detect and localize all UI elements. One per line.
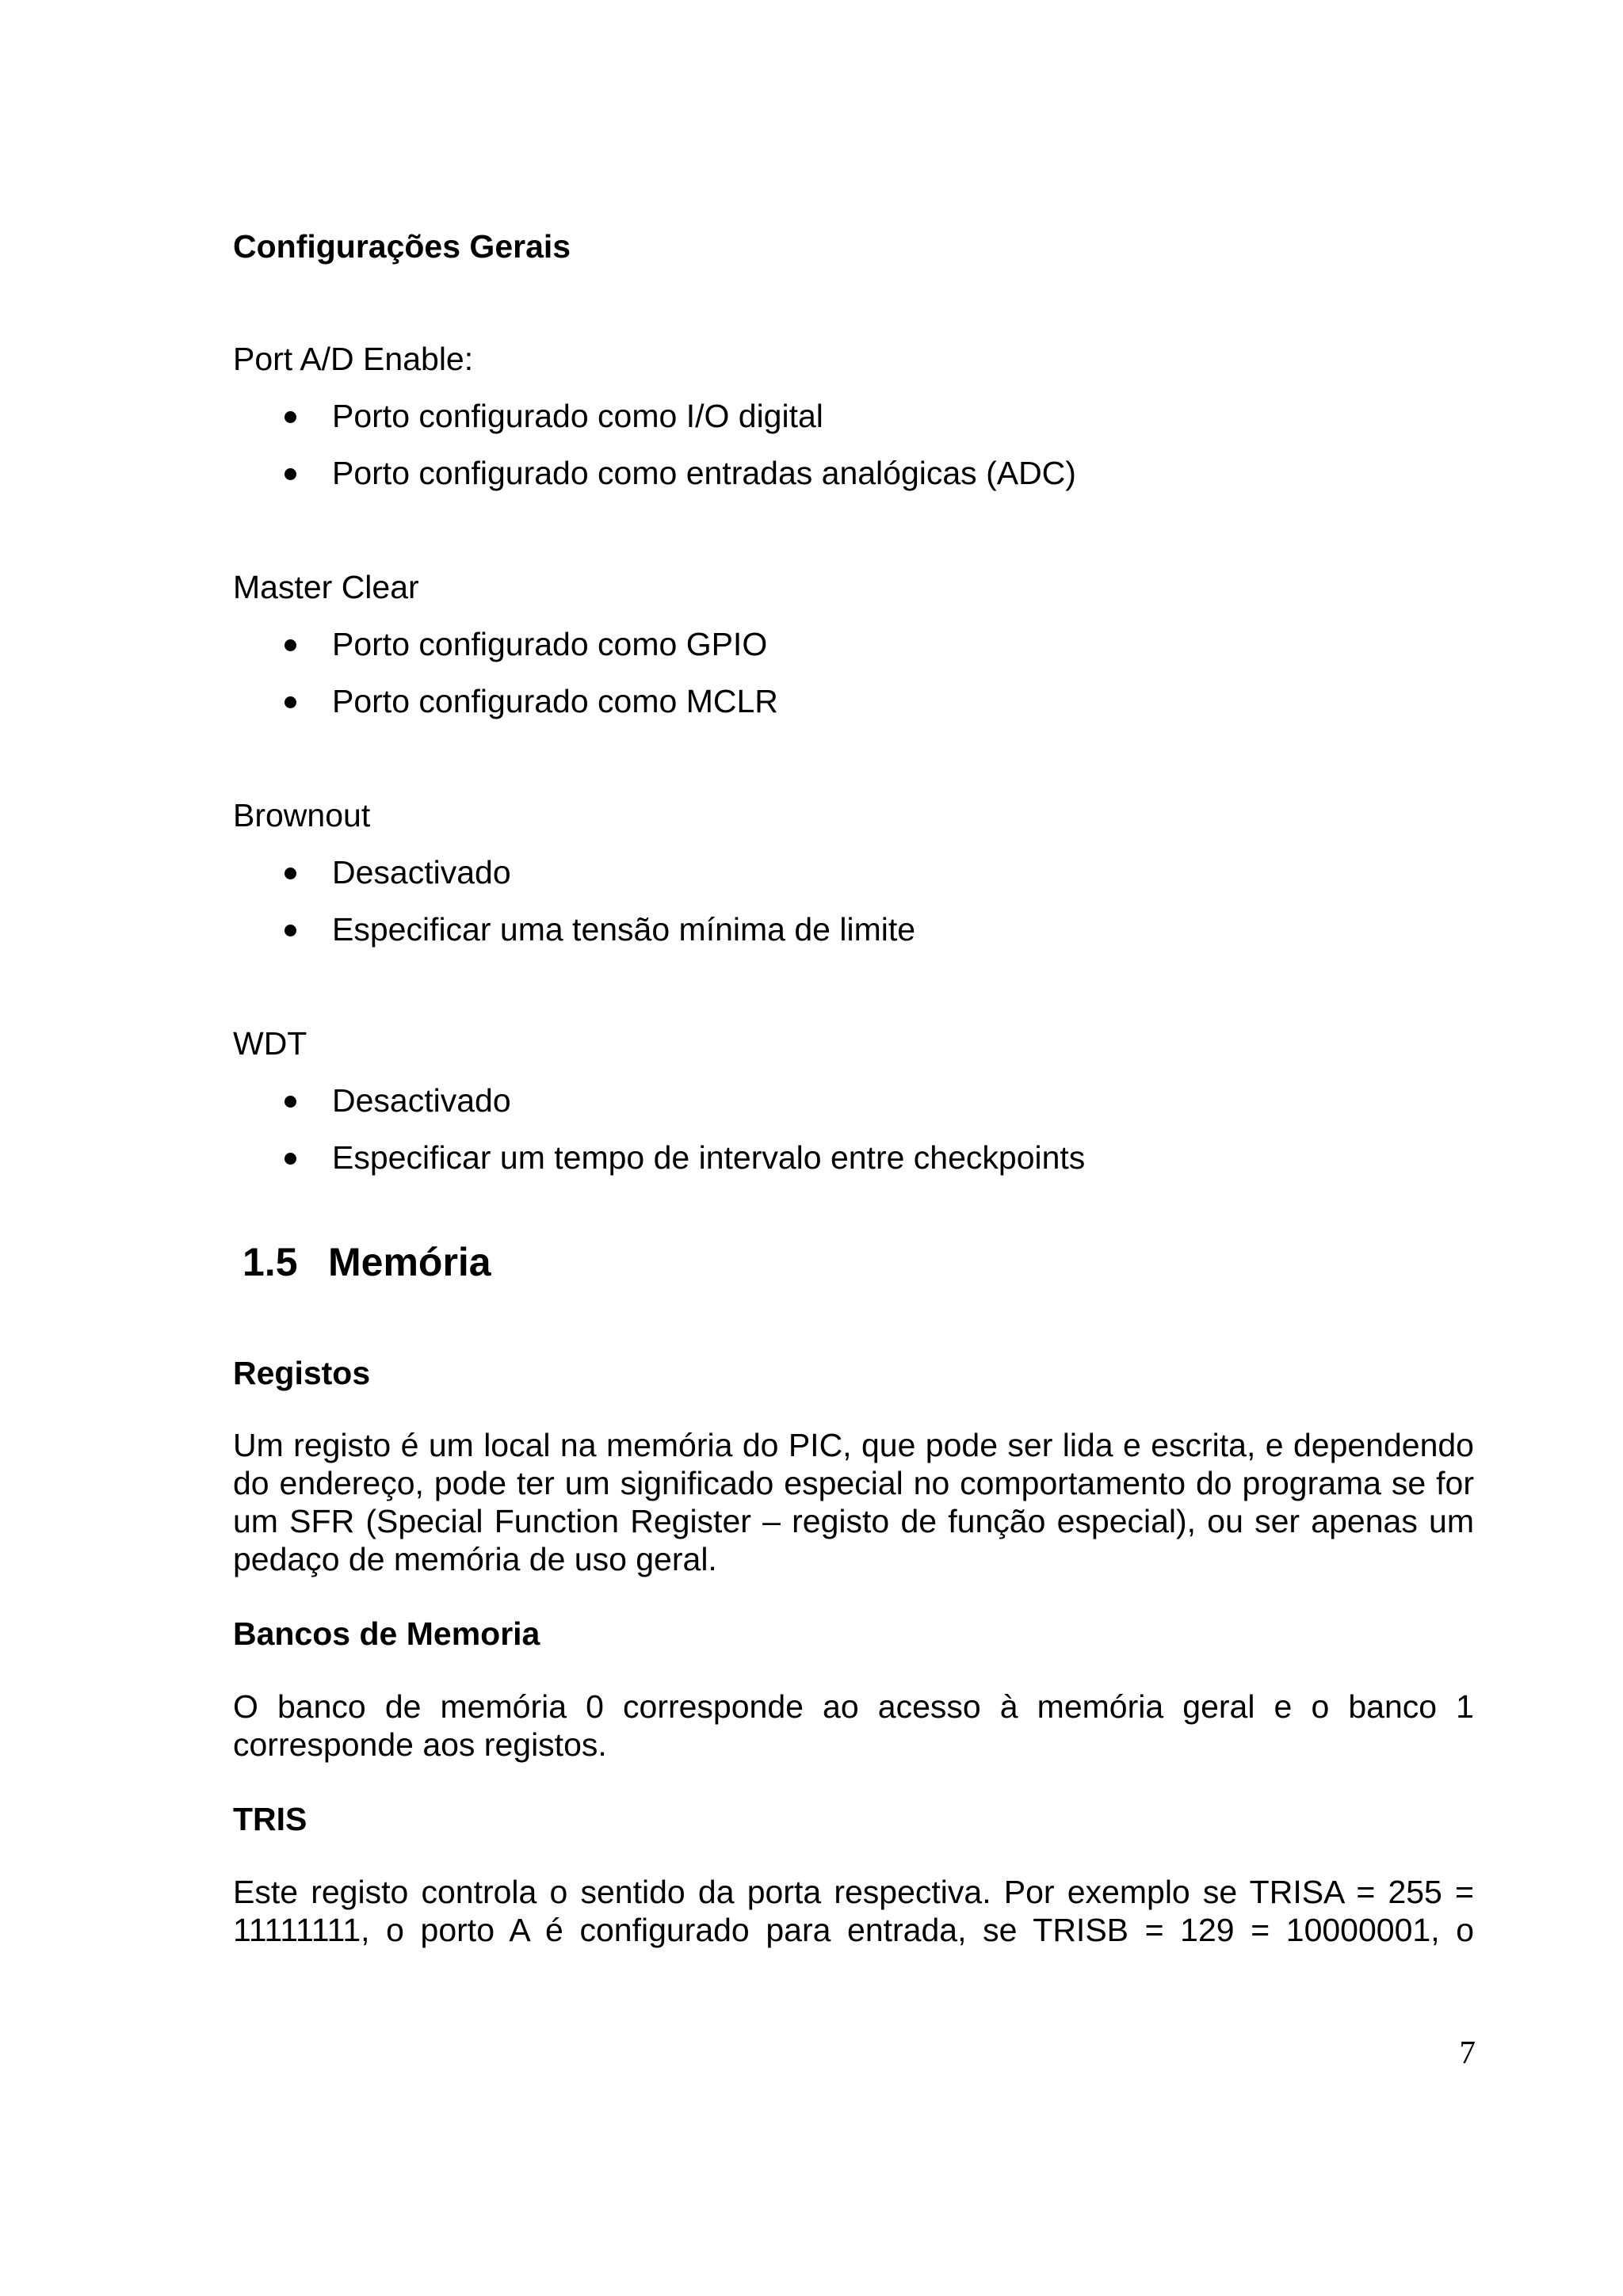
bullet-item: Especificar uma tensão mínima de limite	[233, 910, 1474, 948]
bullet-item: Desactivado	[233, 1081, 1474, 1119]
memory-banks-heading: Bancos de Memoria	[233, 1615, 540, 1652]
group-label-wdt: WDT	[233, 1025, 307, 1062]
bullet-item: Porto configurado como MCLR	[233, 682, 1474, 720]
section-title	[242, 1238, 1474, 1286]
section-number: 1.5	[242, 1240, 298, 1284]
bullet-item: Porto configurado como entradas analógicas (ADC)	[233, 454, 1474, 492]
tris-paragraph: Este registo controla o sentido da porta respectiva. Por exemplo se TRISA = 255 = 11111111, o porto A é configurado para entrada, se TRISB = 129 = 10000001, o	[233, 1874, 1474, 1948]
group-label-master-clear: Master Clear	[233, 569, 419, 605]
bullet-item: Porto configurado como GPIO	[233, 625, 1474, 663]
bullet-list-port-ad	[233, 397, 1474, 492]
section-title-text: Memória	[328, 1240, 491, 1284]
page-number: 7	[1459, 2034, 1476, 2070]
registers-heading: Registos	[233, 1355, 371, 1391]
memory-banks-paragraph: O banco de memória 0 corresponde ao acesso à memória geral e o banco 1 corresponde aos registos.	[233, 1688, 1474, 1763]
bullet-item: Desactivado	[233, 853, 1474, 891]
general-settings-heading: Configurações Gerais	[233, 228, 571, 265]
group-label-brownout: Brownout	[233, 797, 371, 833]
tris-heading: TRIS	[233, 1801, 307, 1837]
bullet-list-brownout	[233, 853, 1474, 948]
bullet-item: Porto configurado como I/O digital	[233, 397, 1474, 435]
page-content	[233, 227, 1474, 1949]
group-label-port-ad: Port A/D Enable:	[233, 341, 474, 377]
bullet-item: Especificar um tempo de intervalo entre checkpoints	[233, 1138, 1474, 1177]
registers-paragraph: Um registo é um local na memória do PIC, que pode ser lida e escrita, e dependendo do endereço, pode ter um significado especial no comportamento do programa se for um SFR (Special Function Register – registo de função especial), ou ser apenas um pedaço de memória de uso geral.	[233, 1427, 1474, 1577]
bullet-list-wdt	[233, 1081, 1474, 1177]
bullet-list-master-clear	[233, 625, 1474, 720]
